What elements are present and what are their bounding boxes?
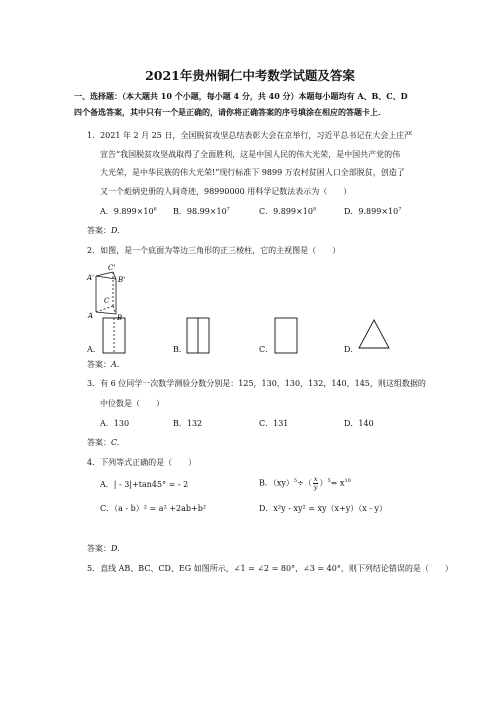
q2-option-c-label: C． [259, 345, 274, 354]
q2-answer: 答案：A. [87, 360, 120, 369]
q3-option-b: B．132 [173, 419, 203, 428]
q3-stem-line-2: 中位数是（ ） [100, 399, 164, 408]
q2-stem: 2．如图，是一个底面为等边三角形的正三棱柱，它的主视图是（ ） [87, 246, 341, 255]
q4-option-a: A．| - 3|+tan45° = - 2 [100, 480, 189, 489]
q1-stem-line-2: 宣告“我国脱贫攻坚战取得了全面胜利，这是中国人民的伟大光荣，是中国共产党的伟 [100, 150, 401, 159]
q3-answer: 答案：C. [87, 438, 120, 447]
q1-answer: 答案：D. [87, 226, 120, 235]
q1-stem-line-3: 大光荣，是中华民族的伟大光荣!”现行标准下 9899 万农村贫困人口全部脱贫，创造了 [100, 168, 405, 177]
page-title: 2021年贵州铜仁中考数学试题及答案 [145, 68, 355, 83]
q3-option-a: A．130 [100, 419, 130, 428]
q2-shape-a [100, 316, 130, 356]
q2-option-d-label: D． [344, 345, 359, 354]
prism-label-b-top: B' [118, 276, 126, 284]
q1-option-d: D．$9.899\times 10^7$ [344, 206, 402, 216]
q3-stem-line-1: 3．有 6 位同学一次数学测验分数分别是：125，130，130，132，140，145，则这组数据的 [87, 379, 426, 388]
prism-label-c-bottom: C [104, 297, 110, 305]
q1-option-c: C．$9.899\times 10^8$ [259, 206, 317, 216]
q3-option-c: C．131 [259, 419, 289, 428]
q4-option-c: C．（a - b）² = a² +2ab+b² [100, 504, 207, 513]
q2-shape-b [184, 316, 214, 356]
q4-stem: 4．下列等式正确的是（ ） [87, 458, 197, 467]
q1-option-b: B．$98.99\times 10^7$ [173, 206, 230, 216]
q1-option-a: A．$9.899\times 10^6$ [100, 206, 157, 216]
q2-shape-c [272, 316, 302, 356]
prism-label-b-bottom: B [117, 314, 123, 320]
q4-answer: 答案：D. [87, 544, 120, 553]
q4-option-b: B．（xy）$^5$÷（ $\frac{x}{y}$ ）$^5= x^{10}$ [259, 475, 351, 491]
section-intro-line-2: 四个备选答案，其中只有一个是正确的，请你将正确答案的序号填涂在相应的答题卡上． [74, 107, 386, 117]
section-intro-line-1: 一、选择题：（本大题共 10 个小题，每小题 4 分，共 40 分）本题每小题均有 A、B、C、D [74, 91, 408, 101]
prism-figure [86, 262, 136, 320]
q2-option-a-label: A． [87, 345, 101, 354]
q5-stem: 5．直线 AB、BC、CD、EG 如图所示，∠1 = ∠2 = 80°，∠3 = 40°，则下列结论错误的是（ ） [87, 564, 453, 573]
prism-label-a-bottom: A [88, 312, 94, 320]
q4-option-b-fraction: $\frac{x}{y}$ [313, 475, 318, 491]
q2-option-b-label: B． [173, 345, 187, 354]
q1-stem-line-4: 又一个彪炳史册的人间奇迹，98990000 用科学记数法表示为（ ） [100, 187, 352, 196]
prism-label-c-top: C' [108, 264, 116, 272]
prism-label-a-top: A' [87, 274, 94, 282]
q2-shape-d [356, 318, 392, 352]
q3-option-d: D．140 [344, 419, 374, 428]
q1-stem-line-1: 1．2021 年 2 月 25 日，全国脱贫攻坚总结表彰大会在京举行，习近平总书记在大会上庄严 [87, 131, 413, 140]
q4-option-d: D．x²y - xy² = xy（x+y）（x - y） [259, 504, 388, 513]
